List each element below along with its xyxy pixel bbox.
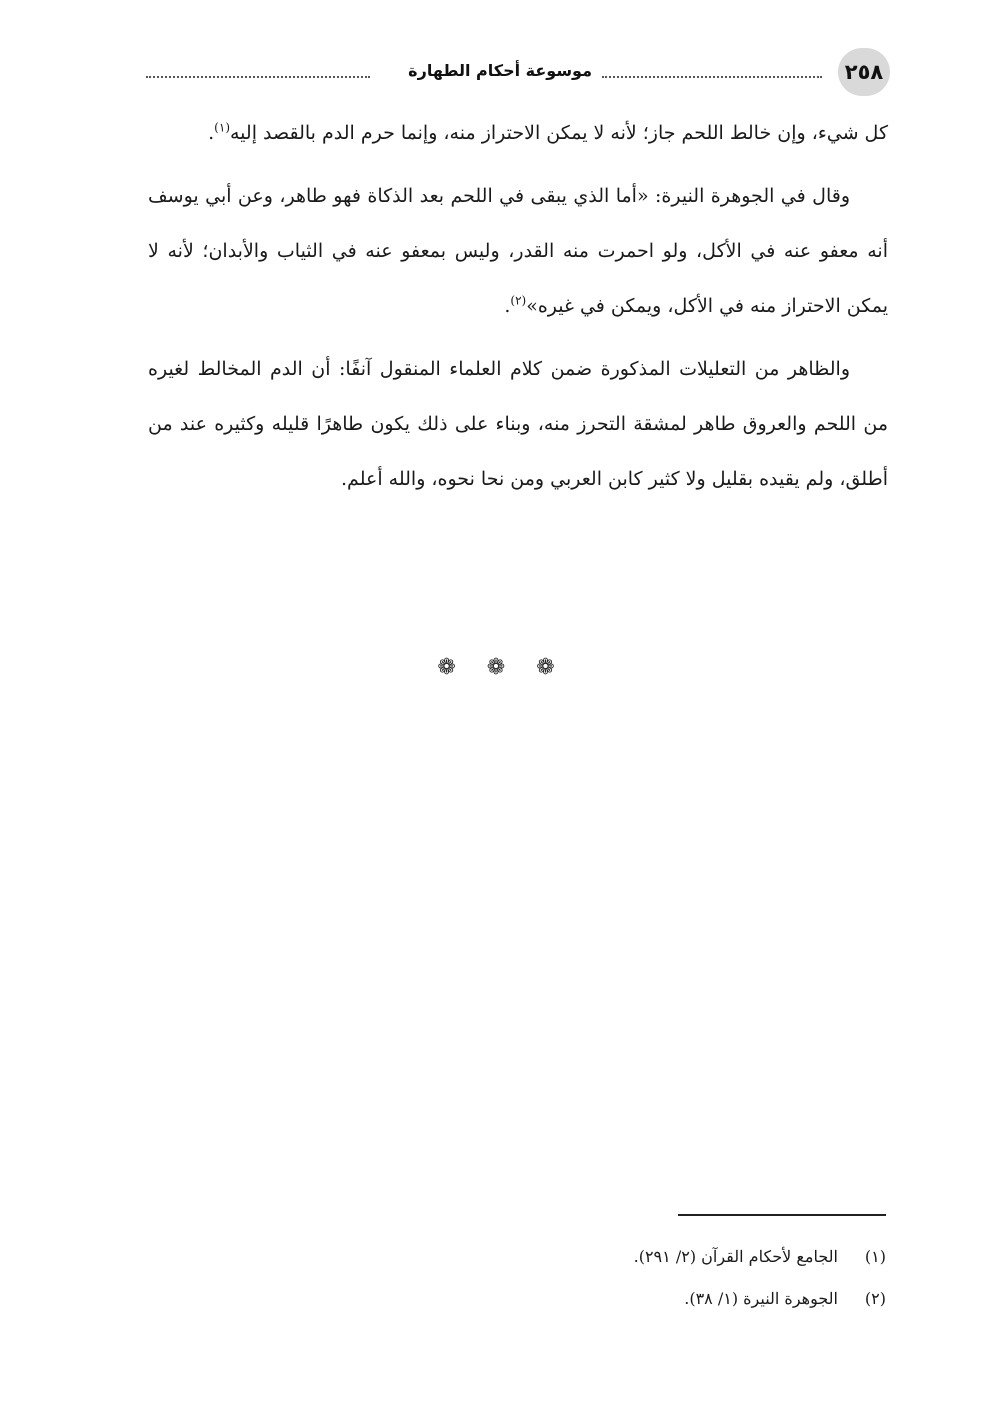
footnote-reference-2[interactable]: (٢) [510, 293, 527, 308]
footnote-item [186, 1278, 886, 1320]
footnote-separator-line [678, 1214, 886, 1216]
paragraph-text: وقال في الجوهرة النيرة: «أما الذي يبقى في اللحم بعد الذكاة فهو طاهر، وعن أبي يوسف أنه معفو عنه في الأكل، ولو احمرت منه القدر، وليس بمعفو عنه في الثياب والأبدان؛ لأنه لا يمكن الاحتراز منه في الأكل، ويمكن في غيره» [148, 185, 888, 317]
running-title: موسوعة أحكام الطهارة [408, 61, 592, 80]
flower-ornament-separator: ❁ ❁ ❁ [437, 655, 567, 680]
paragraph-1 [148, 106, 888, 161]
footnote-item [186, 1236, 886, 1278]
footnotes [186, 1236, 886, 1320]
paragraph-text: والظاهر من التعليلات المذكورة ضمن كلام العلماء المنقول آنفًا: أن الدم المخالط لغيره من اللحم والعروق طاهر لمشقة التحرز منه، وبناء على ذلك يكون طاهرًا قليله وكثيره عند من أطلق، ولم يقيده بقليل ولا كثير كابن العربي ومن نحا نحوه، والله أعلم. [148, 358, 888, 490]
paragraph-3 [148, 342, 888, 507]
header-dotted-leader-left [146, 76, 370, 78]
footnote-number: (٢) [864, 1289, 886, 1308]
footnote-number: (١) [864, 1247, 886, 1266]
paragraph-tail: . [208, 122, 215, 144]
page-header [146, 48, 894, 96]
paragraph-2 [148, 169, 888, 334]
paragraph-tail: . [504, 295, 511, 317]
page-number-badge: ٢٥٨ [838, 48, 890, 96]
footnote-reference-1[interactable]: (١) [214, 120, 230, 135]
footnote-text: الجامع لأحكام القرآن (٢/ ٢٩١). [633, 1247, 838, 1266]
main-text [148, 106, 888, 515]
footnote-text: الجوهرة النيرة (١/ ٣٨). [684, 1289, 838, 1308]
header-dotted-leader-right [602, 76, 822, 78]
paragraph-text: كل شيء، وإن خالط اللحم جاز؛ لأنه لا يمكن الاحتراز منه، وإنما حرم الدم بالقصد إليه [230, 122, 888, 144]
